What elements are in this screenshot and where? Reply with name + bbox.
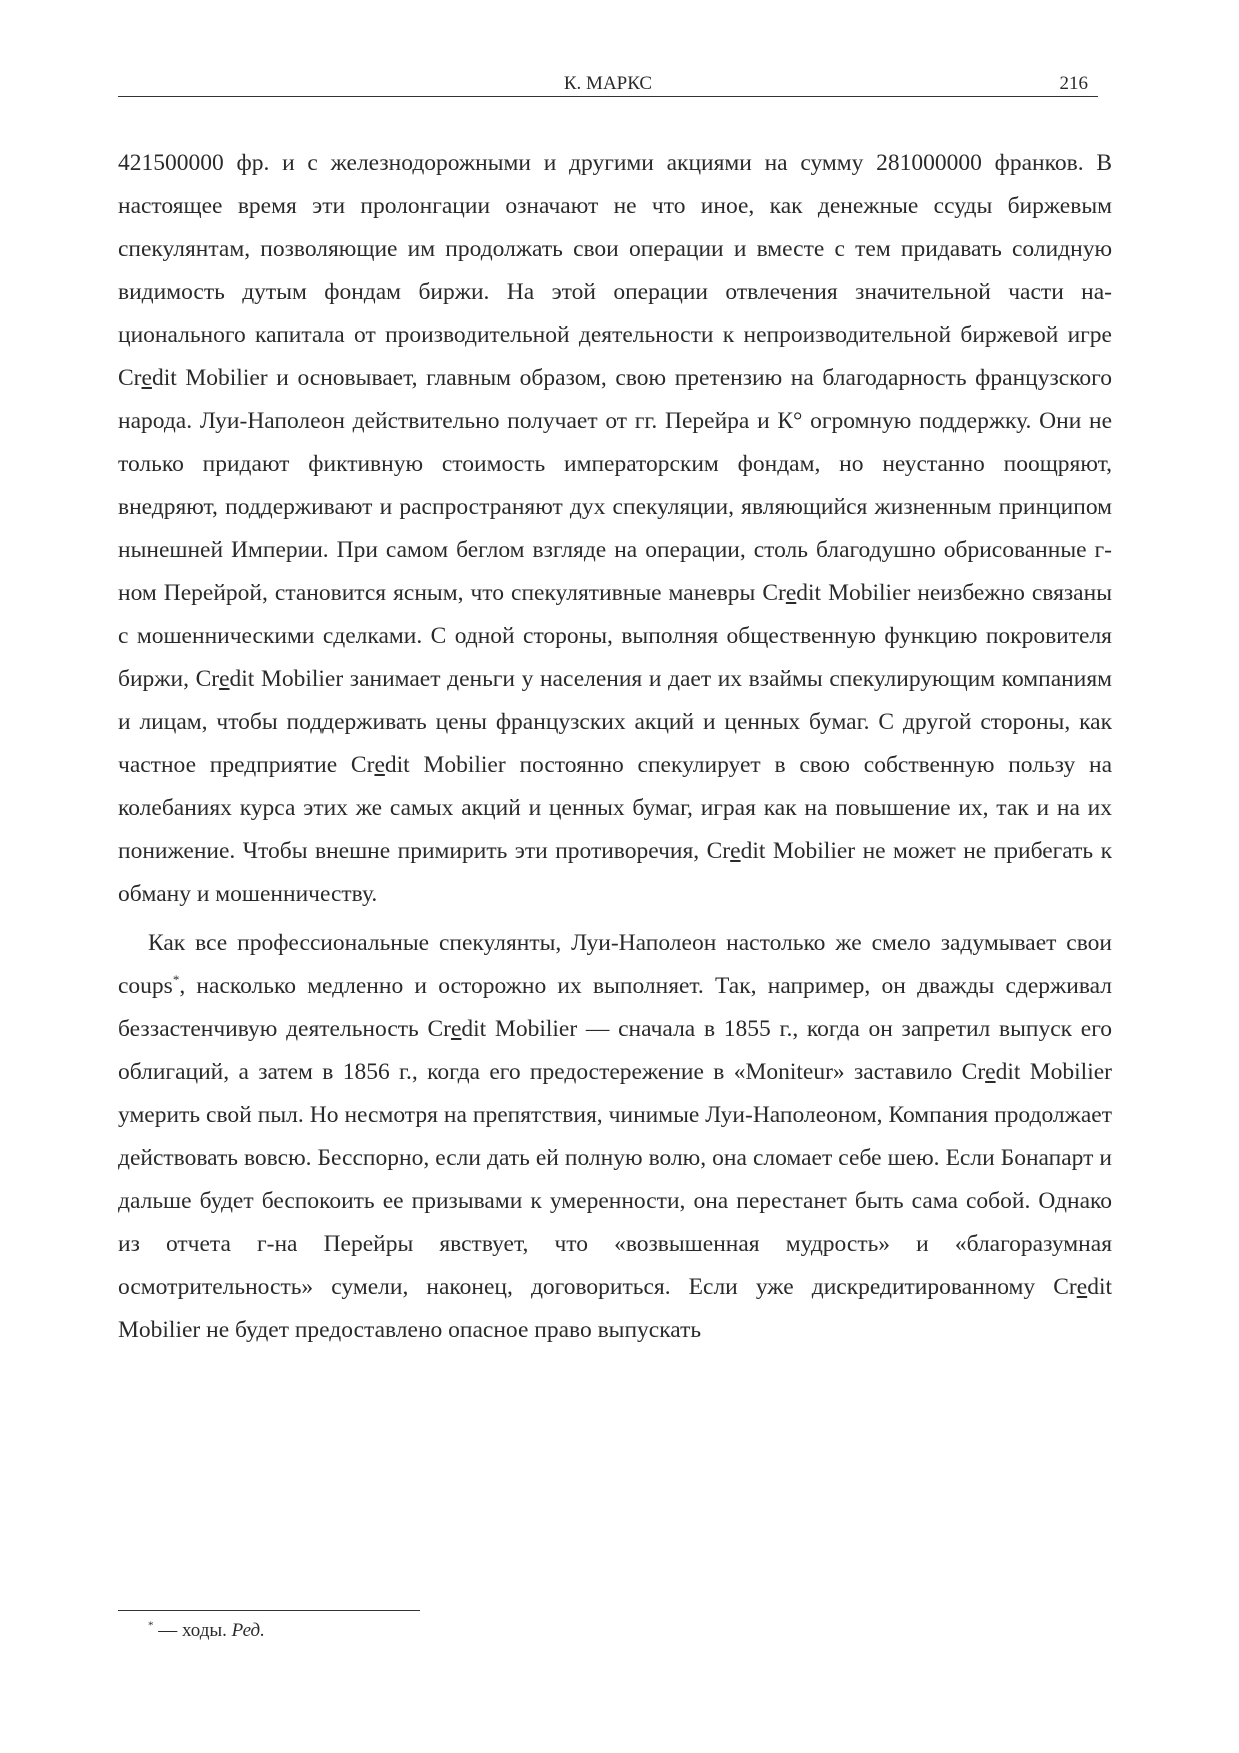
page-number: 216 — [1059, 73, 1088, 94]
main-text — [118, 142, 1112, 1352]
underlined-letter: e — [141, 365, 152, 391]
underlined-letter: e — [450, 1016, 462, 1042]
underlined-letter: e — [730, 838, 741, 864]
footnote-editor-note: Ред. — [231, 1620, 265, 1641]
footnote-divider — [118, 1610, 420, 1611]
paragraph: Как все профессиональные спекулянты, Луи-Наполеон настолько же смело задумывает свои coups*, насколько медленно и осторожно их выполняет. Так, например, он дважды сдерживал беззастенчивую деятельность Credit Mobilier — сначала в 1855 г., когда он запретил выпуск его облигаций, а затем в 1856 г., когда его предостережение в «Moniteur» заставило Credit Mobilier умерить свой пыл. Но несмотря на препятствия, чинимые Луи-Наполеоном, Компания продолжает действовать вовсю. Бесспорно, если дать ей полную волю, она сломает себе шею. Если Бонапарт и дальше будет беспокоить ее призывами к умеренности, она перестанет быть сама собой. Однако из отчета г-на Перейры явствует, что «возвышенная мудрость» и «благоразумная осмотрительность» сумели, наконец, договориться. Если уже дискредитированному Credit Mobilier не будет предоставлено опасное право выпускать — [118, 930, 1112, 1343]
footnote — [148, 1618, 265, 1644]
footnote-marker[interactable]: * — [172, 972, 180, 988]
running-header — [118, 72, 1098, 97]
footnote-marker: * — [148, 1619, 154, 1632]
footnote-text: — ходы. — [153, 1620, 232, 1641]
paragraph: 421500000 фр. и с железнодорожными и другими акциями на сумму 281000000 франков. В настоящее время эти пролонгации означают не что иное, как денежные ссуды биржевым спекулянтам, позволяющие им продолжать свои операции и вместе с тем придавать солидную видимость дутым фондам биржи. На этой операции отвлечения значительной части национального капитала от производительной деятельности к непроизводительной биржевой игре Credit Mobilier и основывает, главным образом, свою претензию на благодарность французского народа. Луи-Наполеон действительно получает от гг. Перейра и К° огромную поддержку. Они не только придают фиктивную стоимость императорским фондам, но неустанно поощряют, внедряют, поддерживают и распространяют дух спекуляции, являющийся жизненным принципом нынешней Империи. При самом беглом взгляде на операции, столь благодушно обрисованные г-ном Перейрой, становится ясным, что спекулятивные маневры Credit Mobilier неизбежно связаны с мошенническими сделками. С одной стороны, выполняя общественную функцию покровителя биржи, Credit Mobilier занимает деньги у населения и дает их взаймы спекулирующим компаниям и лицам, чтобы поддерживать цены французских акций и ценных бумаг. С другой стороны, как частное предприятие Credit Mobilier постоянно спекулирует в свою собственную пользу на колебаниях курса этих же самых акций и ценных бумаг, играя как на повышение их, так и на их понижение. Чтобы внешне примирить эти противоречия, Credit Mobilier не может не прибегать к обману и мошенничеству. — [118, 150, 1112, 907]
underlined-letter: e — [785, 580, 797, 606]
underlined-letter: e — [374, 752, 385, 778]
running-header-author: К. МАРКС — [563, 73, 653, 94]
underlined-letter: e — [219, 666, 230, 692]
underlined-letter: e — [985, 1059, 996, 1085]
underlined-letter: e — [1076, 1274, 1088, 1300]
